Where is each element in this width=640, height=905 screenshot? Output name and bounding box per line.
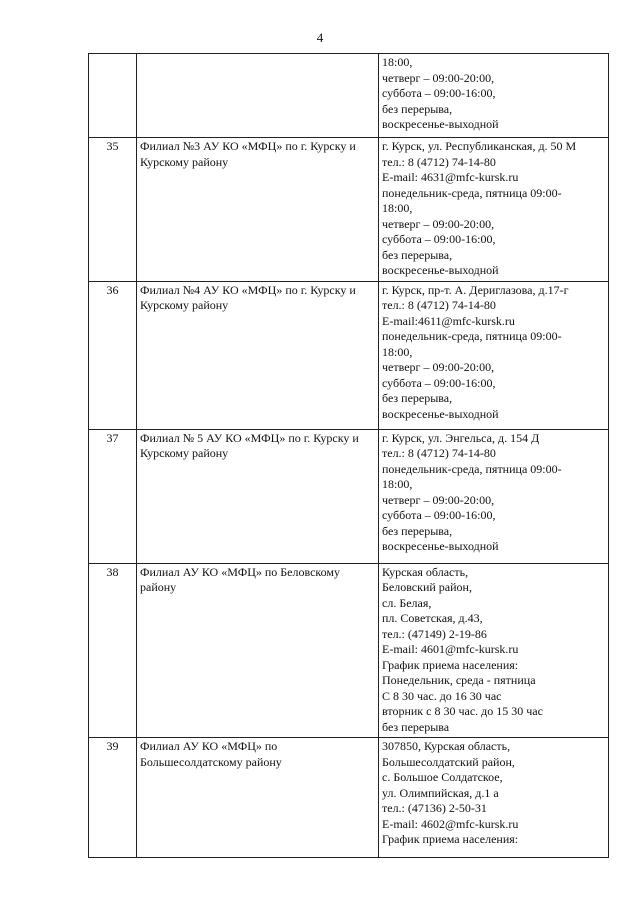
contact-line: График приема населения:: [382, 832, 519, 846]
contact-line: E-mail: 4601@mfc-kursk.ru: [382, 642, 519, 656]
branch-contacts: [379, 563, 609, 738]
table-row: [89, 281, 609, 429]
contact-line: понедельник-среда, пятница 09:00-: [382, 461, 562, 476]
contact-line: воскресенье-выходной: [382, 263, 499, 277]
contact-line: воскресенье-выходной: [382, 539, 499, 553]
branch-contacts: [379, 138, 609, 282]
table-row: [89, 138, 609, 282]
contact-line: Курская область,: [382, 564, 469, 579]
contact-line: суббота – 09:00-16:00,: [382, 232, 496, 246]
contact-line: Беловский район,: [382, 580, 472, 594]
branches-table: [88, 53, 609, 858]
branch-name: Филиал АУ КО «МФЦ» по Большесолдатскому району: [137, 738, 379, 858]
contact-line: суббота – 09:00-16:00,: [382, 508, 496, 522]
branch-contacts: [379, 54, 609, 138]
contact-line: 18:00,: [382, 477, 413, 491]
contact-line: тел.: 8 (4712) 74-14-80: [382, 446, 496, 460]
contact-line: Большесолдатский район,: [382, 754, 515, 769]
contact-line: воскресенье-выходной: [382, 406, 499, 421]
contact-line: без перерыва,: [382, 101, 453, 116]
contact-line: пл. Советская, д.43,: [382, 611, 483, 625]
contact-line: тел.: 8 (4712) 74-14-80: [382, 154, 496, 169]
contact-line: г. Курск, пр-т. А. Дериглазова, д.17-г: [382, 282, 569, 297]
table-row: [89, 738, 609, 858]
contact-line: понедельник-среда, пятница 09:00-: [382, 185, 562, 200]
contact-line: г. Курск, ул. Республиканская, д. 50 М: [382, 139, 577, 153]
contact-line: без перерыва: [382, 719, 450, 734]
row-number: 35: [89, 138, 137, 282]
branch-name: Филиал №3 АУ КО «МФЦ» по г. Курску и Курскому району: [137, 138, 379, 282]
contact-line: воскресенье-выходной: [382, 117, 499, 131]
branch-contacts: [379, 429, 609, 563]
contact-line: г. Курск, ул. Энгельса, д. 154 Д: [382, 430, 540, 445]
contact-line: сл. Белая,: [382, 595, 432, 610]
contact-line: четверг – 09:00-20:00,: [382, 492, 495, 507]
contact-line: С 8 30 час. до 16 30 час: [382, 688, 502, 703]
contact-line: без перерыва,: [382, 523, 453, 538]
contact-line: E-mail: 4602@mfc-kursk.ru: [382, 816, 519, 831]
contact-line: суббота – 09:00-16:00,: [382, 375, 496, 390]
contact-line: 18:00,: [382, 201, 413, 215]
contact-line: E-mail: 4631@mfc-kursk.ru: [382, 170, 519, 184]
contact-line: суббота – 09:00-16:00,: [382, 86, 496, 100]
contact-line: без перерыва,: [382, 391, 453, 405]
contact-line: четверг – 09:00-20:00,: [382, 360, 495, 374]
contact-line: E-mail:4611@mfc-kursk.ru: [382, 313, 515, 328]
contact-line: без перерыва,: [382, 247, 453, 262]
row-number: [89, 54, 137, 138]
table-body: [89, 54, 609, 858]
table-row: [89, 563, 609, 738]
contact-line: График приема населения:: [382, 657, 519, 672]
contact-line: тел.: 8 (4712) 74-14-80: [382, 298, 496, 312]
contact-line: вторник с 8 30 час. до 15 30 час: [382, 704, 543, 718]
contact-line: Понедельник, среда - пятница: [382, 673, 536, 687]
contact-line: 307850, Курская область,: [382, 739, 511, 753]
branch-contacts: [379, 281, 609, 429]
branch-contacts: [379, 738, 609, 858]
branch-name: [137, 54, 379, 138]
row-number: 36: [89, 281, 137, 429]
table-row: [89, 429, 609, 563]
contact-line: тел.: (47149) 2-19-86: [382, 626, 487, 641]
contact-line: ул. Олимпийская, д.1 а: [382, 785, 499, 800]
contact-line: четверг – 09:00-20:00,: [382, 70, 495, 85]
row-number: 38: [89, 563, 137, 738]
table-row: [89, 54, 609, 138]
contact-line: с. Большое Солдатское,: [382, 770, 503, 784]
contact-line: четверг – 09:00-20:00,: [382, 216, 495, 231]
row-number: 37: [89, 429, 137, 563]
contact-line: понедельник-среда, пятница 09:00-: [382, 329, 562, 343]
branch-name: Филиал АУ КО «МФЦ» по Беловскому району: [137, 563, 379, 738]
contact-line: тел.: (47136) 2-50-31: [382, 801, 487, 815]
contact-line: 18:00,: [382, 344, 413, 359]
branch-name: Филиал №4 АУ КО «МФЦ» по г. Курску и Курскому району: [137, 281, 379, 429]
contact-line: 18:00,: [382, 55, 413, 69]
row-number: 39: [89, 738, 137, 858]
page-number: 4: [316, 30, 324, 45]
branch-name: Филиал № 5 АУ КО «МФЦ» по г. Курску и Курскому району: [137, 429, 379, 563]
